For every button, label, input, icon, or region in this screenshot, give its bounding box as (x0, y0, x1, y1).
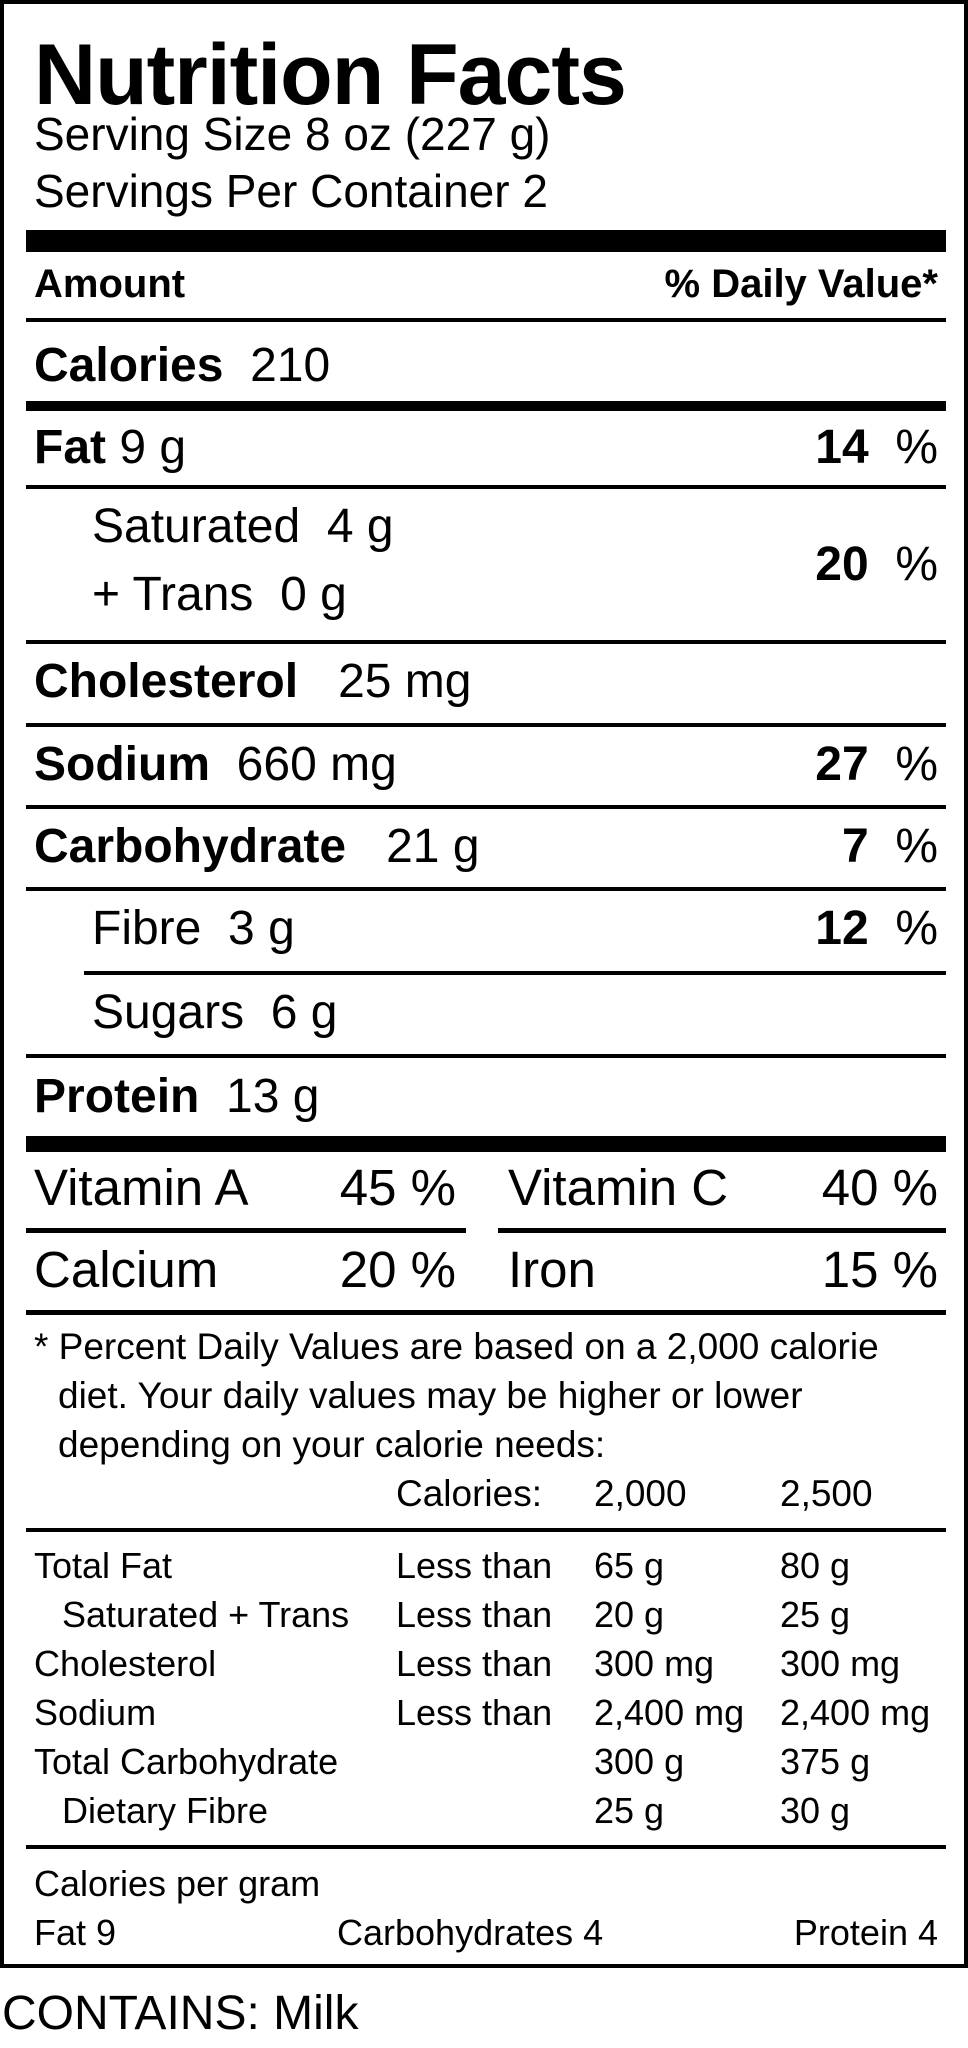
saturated-amount: 4 g (326, 500, 394, 553)
servings-per-container: Servings Per Container 2 (34, 165, 548, 217)
fibre-dv (815, 902, 938, 955)
trans-amount: 0 g (280, 568, 347, 621)
carbohydrate-label: Carbohydrate (34, 820, 347, 873)
divider (498, 1228, 946, 1233)
calories-per-gram-fat: Fat 9 (34, 1912, 117, 1953)
fibre-amount: 3 g (228, 902, 295, 955)
calories-value: 210 (250, 339, 331, 392)
divider (26, 805, 946, 809)
divider (26, 1310, 946, 1315)
carbohydrate-dv (841, 820, 938, 873)
table-row-nutrient: Saturated + Trans (62, 1594, 350, 1635)
saturated-row (92, 500, 394, 553)
calories-col-2000: 2,000 (594, 1473, 687, 1514)
thick-divider (26, 230, 946, 252)
table-row-2000: 25 g (594, 1790, 665, 1831)
table-row-2000: 300 mg (594, 1643, 715, 1684)
calcium-label: Calcium (34, 1241, 219, 1298)
vitamin-c-label: Vitamin C (508, 1159, 729, 1216)
table-row-2500: 80 g (780, 1545, 851, 1586)
table-row-nutrient: Sodium (34, 1692, 157, 1733)
label-title: Nutrition Facts (34, 27, 626, 123)
sodium-dv-value: 27 (815, 738, 869, 791)
sodium-row (34, 738, 397, 791)
sodium-amount: 660 mg (236, 738, 397, 791)
table-row-qualifier: Less than (396, 1545, 553, 1586)
divider (26, 485, 946, 489)
sodium-dv-pct: % (895, 738, 938, 791)
table-row-2000: 20 g (594, 1594, 665, 1635)
fat-amount: 9 g (119, 421, 187, 474)
vitamin-a-label: Vitamin A (34, 1159, 249, 1216)
saturated-trans-dv-value: 20 (815, 538, 869, 591)
protein-label: Protein (34, 1070, 200, 1123)
protein-row (34, 1070, 320, 1123)
saturated-trans-dv-pct: % (895, 538, 938, 591)
cholesterol-row (34, 655, 472, 708)
footnote-line-3: depending on your calorie needs: (58, 1424, 606, 1465)
table-row-2500: 30 g (780, 1790, 851, 1831)
divider (26, 1845, 946, 1849)
medium-divider (26, 401, 946, 411)
saturated-label: Saturated (92, 500, 301, 553)
thick-divider (26, 1136, 946, 1152)
divider (26, 1054, 946, 1058)
table-row-qualifier: Less than (396, 1643, 553, 1684)
sugars-label: Sugars (92, 986, 245, 1039)
table-row-nutrient: Dietary Fibre (62, 1790, 269, 1831)
divider (26, 1228, 466, 1233)
table-row-2500: 2,400 mg (780, 1692, 931, 1733)
sugars-amount: 6 g (270, 986, 338, 1039)
table-row-2500: 25 g (780, 1594, 851, 1635)
divider (26, 1528, 946, 1532)
iron-label: Iron (508, 1241, 596, 1298)
fat-label: Fat (34, 421, 106, 474)
carbohydrate-dv-value: 7 (841, 820, 869, 873)
serving-size: Serving Size 8 oz (227 g) (34, 108, 551, 160)
divider (84, 971, 946, 975)
amount-header: Amount (34, 262, 186, 306)
fibre-dv-pct: % (895, 902, 938, 955)
table-row-2500: 375 g (780, 1741, 871, 1782)
calories-per-gram-heading: Calories per gram (34, 1863, 321, 1904)
daily-value-header: % Daily Value* (664, 262, 938, 306)
table-row-nutrient: Total Carbohydrate (34, 1741, 339, 1782)
divider (26, 318, 946, 322)
fat-row (34, 421, 187, 474)
cholesterol-amount: 25 mg (338, 655, 472, 708)
sodium-dv (815, 738, 938, 791)
table-row-qualifier: Less than (396, 1692, 553, 1733)
footnote-line-2: diet. Your daily values may be higher or lower (58, 1375, 803, 1416)
fibre-row (92, 902, 295, 955)
table-row-2000: 300 g (594, 1741, 685, 1782)
table-row-nutrient: Total Fat (34, 1545, 173, 1586)
divider (26, 640, 946, 644)
table-row-qualifier: Less than (396, 1594, 553, 1635)
table-row-nutrient: Cholesterol (34, 1643, 217, 1684)
calories-col-2500: 2,500 (780, 1473, 873, 1514)
footnote-line-1: * Percent Daily Values are based on a 2,000 calorie (34, 1326, 879, 1367)
saturated-trans-dv (815, 538, 938, 591)
fibre-dv-value: 12 (815, 902, 869, 955)
vitamin-a-value: 45 % (339, 1159, 456, 1216)
calcium-value: 20 % (339, 1241, 456, 1298)
carbohydrate-amount: 21 g (386, 820, 480, 873)
calories-col-label: Calories: (396, 1473, 542, 1514)
fat-dv-pct: % (895, 421, 938, 474)
allergen-statement: CONTAINS: Milk (2, 1987, 359, 2040)
calories-per-gram-protein: Protein 4 (793, 1912, 938, 1953)
sodium-label: Sodium (34, 738, 210, 791)
calories-per-gram-carbohydrates: Carbohydrates 4 (337, 1912, 604, 1953)
table-row-2000: 2,400 mg (594, 1692, 745, 1733)
table-row-2000: 65 g (594, 1545, 665, 1586)
cholesterol-label: Cholesterol (34, 655, 299, 708)
fat-dv-value: 14 (815, 421, 869, 474)
table-row-2500: 300 mg (780, 1643, 901, 1684)
sugars-row (92, 986, 338, 1039)
divider (26, 723, 946, 727)
vitamin-c-value: 40 % (821, 1159, 938, 1216)
calories-row (34, 339, 331, 392)
fat-dv (815, 421, 938, 474)
iron-value: 15 % (821, 1241, 938, 1298)
carbohydrate-dv-pct: % (895, 820, 938, 873)
fibre-label: Fibre (92, 902, 202, 955)
carbohydrate-row (34, 820, 480, 873)
calories-label: Calories (34, 339, 224, 392)
protein-amount: 13 g (226, 1070, 320, 1123)
trans-row (92, 568, 347, 621)
trans-label: + Trans (92, 568, 254, 621)
divider (26, 887, 946, 891)
